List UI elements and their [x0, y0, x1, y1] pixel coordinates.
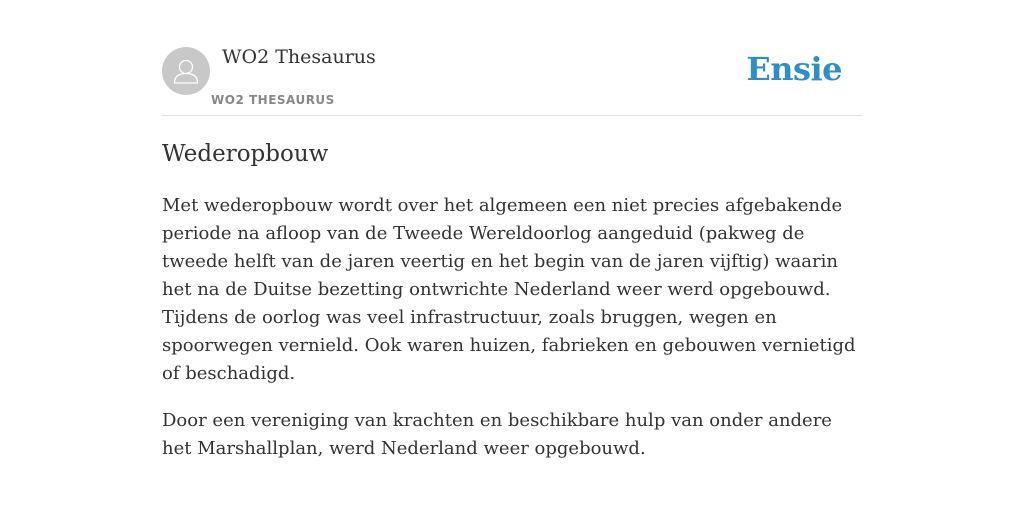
source-label[interactable]: WO2 THESAURUS [211, 93, 335, 107]
article-paragraph: Met wederopbouw wordt over het algemeen een niet precies afgebakende periode na afloop van de Tweede Wereldoorlog aangeduid (pakweg de tweede helft van de jaren veertig en het begin van de jaren vijftig) waarin het na de Duitse bezetting ontwrichte Nederland weer werd opgebouwd. Tijdens de oorlog was veel infrastructuur, zoals bruggen, wegen en spoorwegen vernield. Ook waren huizen, fabrieken en gebouwen vernietigd of beschadigd. [162, 195, 856, 384]
article-paragraph: Door een vereniging van krachten en beschikbare hulp van onder andere het Marshallplan, werd Nederland weer opgebouwd. [162, 410, 832, 459]
article [162, 138, 862, 463]
brand-logo[interactable]: Ensie [746, 50, 842, 88]
user-avatar-icon [162, 47, 210, 95]
article-title: Wederopbouw [162, 141, 329, 167]
avatar[interactable] [162, 47, 210, 95]
author-name[interactable]: WO2 Thesaurus [222, 46, 376, 68]
header [162, 40, 862, 116]
